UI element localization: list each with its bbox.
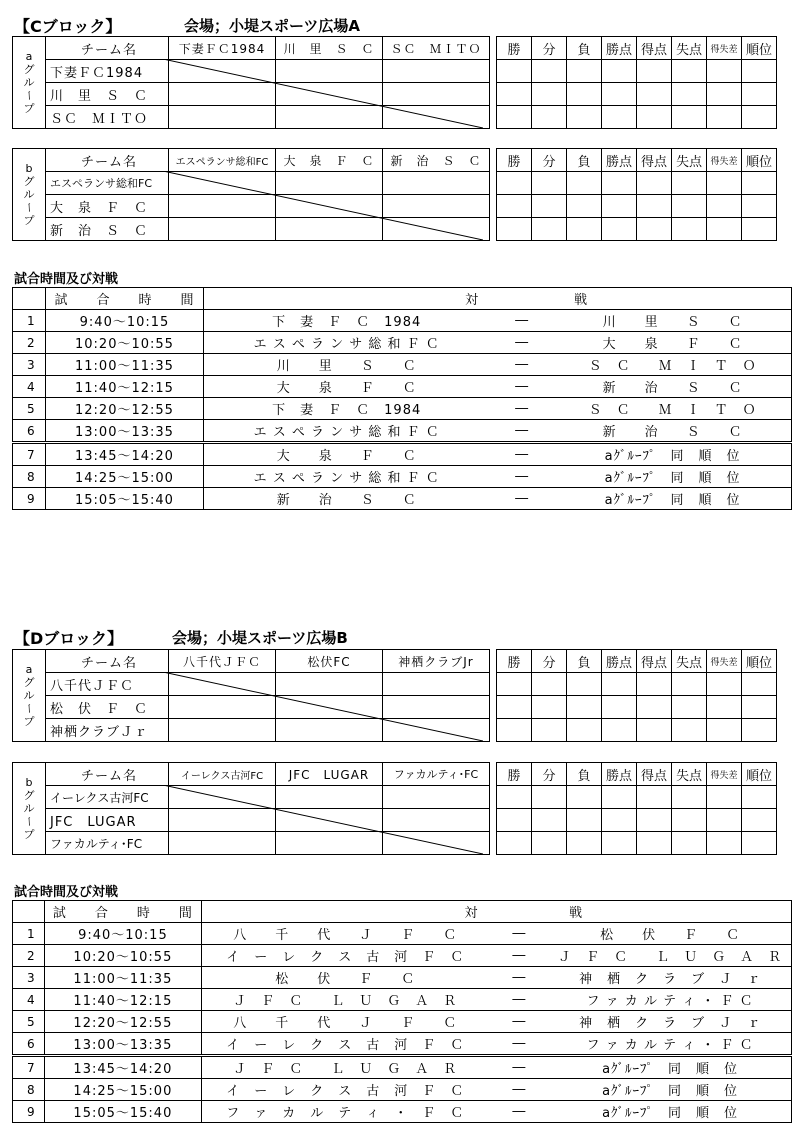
match-number: 1 (13, 923, 45, 945)
vs-header: 対 (201, 901, 488, 923)
goals-against-header: 失点 (672, 650, 707, 673)
match-time: 11:00～11:35 (44, 967, 201, 989)
vs-dash: ― (489, 488, 554, 510)
block-c-venue: 会場；小堤スポーツ広場A (184, 17, 361, 35)
goal-diff-header: 得失差 (707, 149, 742, 172)
spacer (488, 901, 549, 923)
home-team: エ ス ペ ラ ン サ 総 和 Ｆ Ｃ (204, 466, 489, 488)
match-number: 2 (13, 332, 46, 354)
losses-header: 負 (567, 763, 602, 786)
away-team: 新 治 Ｓ Ｃ (554, 420, 791, 443)
rank-header: 順位 (742, 37, 777, 60)
match-number: 7 (13, 1056, 45, 1079)
away-team: 松 伏 Ｆ Ｃ (549, 923, 791, 945)
home-team: イ ー レ ク ス 古 河 Ｆ Ｃ (201, 1033, 488, 1056)
points-header: 勝点 (602, 763, 637, 786)
team-name-header: チーム名 (46, 149, 169, 172)
home-team: 八 千 代 Ｊ Ｆ Ｃ (201, 923, 488, 945)
team-name: JFC LUGAR (46, 809, 169, 832)
match-time: 11:00～11:35 (45, 354, 204, 376)
match-number: 9 (13, 488, 46, 510)
match-rows (13, 310, 792, 510)
goal-diff-header: 得失差 (707, 763, 742, 786)
match-number: 6 (13, 1033, 45, 1056)
goals-against-header: 失点 (672, 149, 707, 172)
away-team: aｸﾞﾙｰﾌﾟ 同 順 位 (554, 488, 791, 510)
losses-header: 負 (567, 37, 602, 60)
match-number: 3 (13, 354, 46, 376)
home-team: Ｊ Ｆ Ｃ Ｌ Ｕ Ｇ Ａ Ｒ (201, 1056, 488, 1079)
rank-header: 順位 (742, 149, 777, 172)
match-time: 13:00～13:35 (45, 420, 204, 443)
match-row (13, 332, 792, 354)
group-label: a グ ル ー プ (13, 37, 46, 129)
match-time: 13:45～14:20 (44, 1056, 201, 1079)
match-number: 5 (13, 398, 46, 420)
spacer (490, 650, 497, 673)
goal-diff-header: 得失差 (707, 650, 742, 673)
draws-header: 分 (532, 650, 567, 673)
vs-dash: ― (489, 420, 554, 443)
spacer (490, 37, 497, 60)
sen-header: 戦 (549, 901, 791, 923)
vs-dash: ― (488, 989, 549, 1011)
block-c-schedule (12, 287, 792, 510)
group-label: b グ ル ー プ (13, 149, 46, 241)
home-team: 大 泉 Ｆ Ｃ (204, 376, 489, 398)
goals-for-header: 得点 (637, 149, 672, 172)
away-team: aｸﾞﾙｰﾌﾟ 同 順 位 (554, 466, 791, 488)
schedule-title: 試合時間及び対戦 (14, 272, 119, 287)
match-time: 14:25～15:00 (45, 466, 204, 488)
block-d-group-a (12, 649, 792, 742)
opponent-header: ＳＣ ＭＩＴＯ (383, 37, 490, 60)
away-team: 大 泉 Ｆ Ｃ (554, 332, 791, 354)
vs-dash: ― (489, 376, 554, 398)
block-c-title: 【Cブロック】 (14, 17, 122, 36)
schedule-title: 試合時間及び対戦 (14, 885, 119, 900)
match-time: 11:40～12:15 (45, 376, 204, 398)
team-name: エスペランサ総和FC (46, 172, 169, 195)
home-team: エ ス ペ ラ ン サ 総 和 Ｆ Ｃ (204, 420, 489, 443)
opponent-header: ファカルティ･FC (383, 763, 490, 786)
opponent-header: イーレクス古河FC (169, 763, 276, 786)
match-number: 4 (13, 376, 46, 398)
team-name: ファカルティ･FC (46, 832, 169, 855)
home-team: 下 妻 Ｆ Ｃ 1984 (204, 398, 489, 420)
goals-for-header: 得点 (637, 763, 672, 786)
team-name: 松 伏 Ｆ Ｃ (46, 696, 169, 719)
match-row (13, 1101, 792, 1123)
team-name: 下妻ＦＣ1984 (46, 60, 169, 83)
spacer (489, 288, 554, 310)
goal-diff-header: 得失差 (707, 37, 742, 60)
match-time: 15:05～15:40 (44, 1101, 201, 1123)
group-label: a グ ル ー プ (13, 650, 46, 742)
goals-for-header: 得点 (637, 650, 672, 673)
match-row (13, 420, 792, 443)
match-row (13, 989, 792, 1011)
time-header: 試 合 時 間 (44, 901, 201, 923)
away-team: Ｓ Ｃ Ｍ Ｉ Ｔ Ｏ (554, 398, 791, 420)
team-name-header: チーム名 (46, 37, 169, 60)
match-row (13, 1033, 792, 1056)
vs-dash: ― (488, 1011, 549, 1033)
wins-header: 勝 (497, 149, 532, 172)
match-time: 13:45～14:20 (45, 443, 204, 466)
points-header: 勝点 (602, 149, 637, 172)
vs-dash: ― (489, 354, 554, 376)
match-row (13, 310, 792, 332)
match-number: 7 (13, 443, 46, 466)
block-d-group-b (12, 762, 792, 855)
match-row (13, 354, 792, 376)
home-team: 下 妻 Ｆ Ｃ 1984 (204, 310, 489, 332)
goals-against-header: 失点 (672, 37, 707, 60)
away-team: 神 栖 ク ラ ブ Ｊ ｒ (549, 1011, 791, 1033)
opponent-header: 川 里 Ｓ Ｃ (276, 37, 383, 60)
away-team: aｸﾞﾙｰﾌﾟ 同 順 位 (549, 1056, 791, 1079)
team-name: 神栖クラブＪｒ (46, 719, 169, 742)
goals-for-header: 得点 (637, 37, 672, 60)
match-row (13, 398, 792, 420)
team-name: 八千代ＪＦＣ (46, 673, 169, 696)
vs-dash: ― (489, 443, 554, 466)
points-header: 勝点 (602, 37, 637, 60)
match-row (13, 488, 792, 510)
draws-header: 分 (532, 37, 567, 60)
losses-header: 負 (567, 149, 602, 172)
rank-header: 順位 (742, 763, 777, 786)
match-time: 12:20～12:55 (44, 1011, 201, 1033)
home-team: 松 伏 Ｆ Ｃ (201, 967, 488, 989)
team-name: 川 里 Ｓ Ｃ (46, 83, 169, 106)
block-d-venue: 会場；小堤スポーツ広場B (172, 629, 348, 647)
opponent-header: エスペランサ総和FC (169, 149, 276, 172)
match-row (13, 466, 792, 488)
away-team: Ｊ Ｆ Ｃ Ｌ Ｕ Ｇ Ａ Ｒ (549, 945, 791, 967)
match-number: 2 (13, 945, 45, 967)
away-team: aｸﾞﾙｰﾌﾟ 同 順 位 (549, 1101, 791, 1123)
vs-dash: ― (489, 466, 554, 488)
away-team: フ ァ カ ル テ ィ ・ Ｆ Ｃ (549, 1033, 791, 1056)
home-team: イ ー レ ク ス 古 河 Ｆ Ｃ (201, 945, 488, 967)
spacer (490, 763, 497, 786)
match-row (13, 1056, 792, 1079)
vs-dash: ― (488, 1033, 549, 1056)
away-team: フ ァ カ ル テ ィ ・ Ｆ Ｃ (549, 989, 791, 1011)
home-team: 新 治 Ｓ Ｃ (204, 488, 489, 510)
team-name: ＳＣ ＭＩＴＯ (46, 106, 169, 129)
match-time: 9:40～10:15 (45, 310, 204, 332)
opponent-header: 神栖クラブJr (383, 650, 490, 673)
match-number: 9 (13, 1101, 45, 1123)
match-row (13, 376, 792, 398)
match-number: 8 (13, 1079, 45, 1101)
opponent-header: 八千代ＪＦＣ (169, 650, 276, 673)
sen-header: 戦 (554, 288, 791, 310)
match-row (13, 443, 792, 466)
away-team: 神 栖 ク ラ ブ Ｊ ｒ (549, 967, 791, 989)
vs-dash: ― (488, 1079, 549, 1101)
home-team: エ ス ペ ラ ン サ 総 和 Ｆ Ｃ (204, 332, 489, 354)
match-time: 10:20～10:55 (44, 945, 201, 967)
vs-dash: ― (489, 310, 554, 332)
opponent-header: 大 泉 Ｆ Ｃ (276, 149, 383, 172)
vs-dash: ― (488, 1101, 549, 1123)
time-header: 試 合 時 間 (45, 288, 204, 310)
match-rows (13, 923, 792, 1123)
away-team: 新 治 Ｓ Ｃ (554, 376, 791, 398)
opponent-header: 松伏FC (276, 650, 383, 673)
no-header (13, 288, 46, 310)
match-row (13, 1011, 792, 1033)
vs-dash: ― (488, 1056, 549, 1079)
match-number: 6 (13, 420, 46, 443)
match-row (13, 945, 792, 967)
match-row (13, 923, 792, 945)
match-time: 14:25～15:00 (44, 1079, 201, 1101)
group-label: b グ ル ー プ (13, 763, 46, 855)
home-team: 川 里 Ｓ Ｃ (204, 354, 489, 376)
vs-dash: ― (489, 398, 554, 420)
block-d-title: 【Dブロック】 (14, 629, 123, 648)
vs-dash: ― (488, 967, 549, 989)
block-c-group-a (12, 36, 792, 129)
match-time: 15:05～15:40 (45, 488, 204, 510)
match-time: 10:20～10:55 (45, 332, 204, 354)
team-name: 大 泉 Ｆ Ｃ (46, 195, 169, 218)
opponent-header: 新 治 Ｓ Ｃ (383, 149, 490, 172)
wins-header: 勝 (497, 650, 532, 673)
block-d-schedule (12, 900, 792, 1123)
home-team: イ ー レ ク ス 古 河 Ｆ Ｃ (201, 1079, 488, 1101)
home-team: 大 泉 Ｆ Ｃ (204, 443, 489, 466)
vs-dash: ― (489, 332, 554, 354)
team-name: イーレクス古河FC (46, 786, 169, 809)
vs-dash: ― (488, 923, 549, 945)
match-number: 3 (13, 967, 45, 989)
wins-header: 勝 (497, 763, 532, 786)
match-number: 8 (13, 466, 46, 488)
home-team: フ ァ カ ル テ ィ ・ Ｆ Ｃ (201, 1101, 488, 1123)
vs-header: 対 (204, 288, 489, 310)
opponent-header: JFC LUGAR (276, 763, 383, 786)
losses-header: 負 (567, 650, 602, 673)
home-team: 八 千 代 Ｊ Ｆ Ｃ (201, 1011, 488, 1033)
spacer (490, 149, 497, 172)
match-row (13, 1079, 792, 1101)
wins-header: 勝 (497, 37, 532, 60)
points-header: 勝点 (602, 650, 637, 673)
match-number: 1 (13, 310, 46, 332)
opponent-header: 下妻ＦＣ1984 (169, 37, 276, 60)
match-time: 11:40～12:15 (44, 989, 201, 1011)
home-team: Ｊ Ｆ Ｃ Ｌ Ｕ Ｇ Ａ Ｒ (201, 989, 488, 1011)
team-name: 新 治 Ｓ Ｃ (46, 218, 169, 241)
away-team: aｸﾞﾙｰﾌﾟ 同 順 位 (554, 443, 791, 466)
away-team: Ｓ Ｃ Ｍ Ｉ Ｔ Ｏ (554, 354, 791, 376)
vs-dash: ― (488, 945, 549, 967)
draws-header: 分 (532, 149, 567, 172)
match-time: 12:20～12:55 (45, 398, 204, 420)
match-time: 9:40～10:15 (44, 923, 201, 945)
match-number: 4 (13, 989, 45, 1011)
block-c-group-b (12, 148, 792, 241)
rank-header: 順位 (742, 650, 777, 673)
team-name-header: チーム名 (46, 763, 169, 786)
away-team: 川 里 Ｓ Ｃ (554, 310, 791, 332)
team-name-header: チーム名 (46, 650, 169, 673)
match-row (13, 967, 792, 989)
away-team: aｸﾞﾙｰﾌﾟ 同 順 位 (549, 1079, 791, 1101)
match-number: 5 (13, 1011, 45, 1033)
draws-header: 分 (532, 763, 567, 786)
match-time: 13:00～13:35 (44, 1033, 201, 1056)
no-header (13, 901, 45, 923)
goals-against-header: 失点 (672, 763, 707, 786)
